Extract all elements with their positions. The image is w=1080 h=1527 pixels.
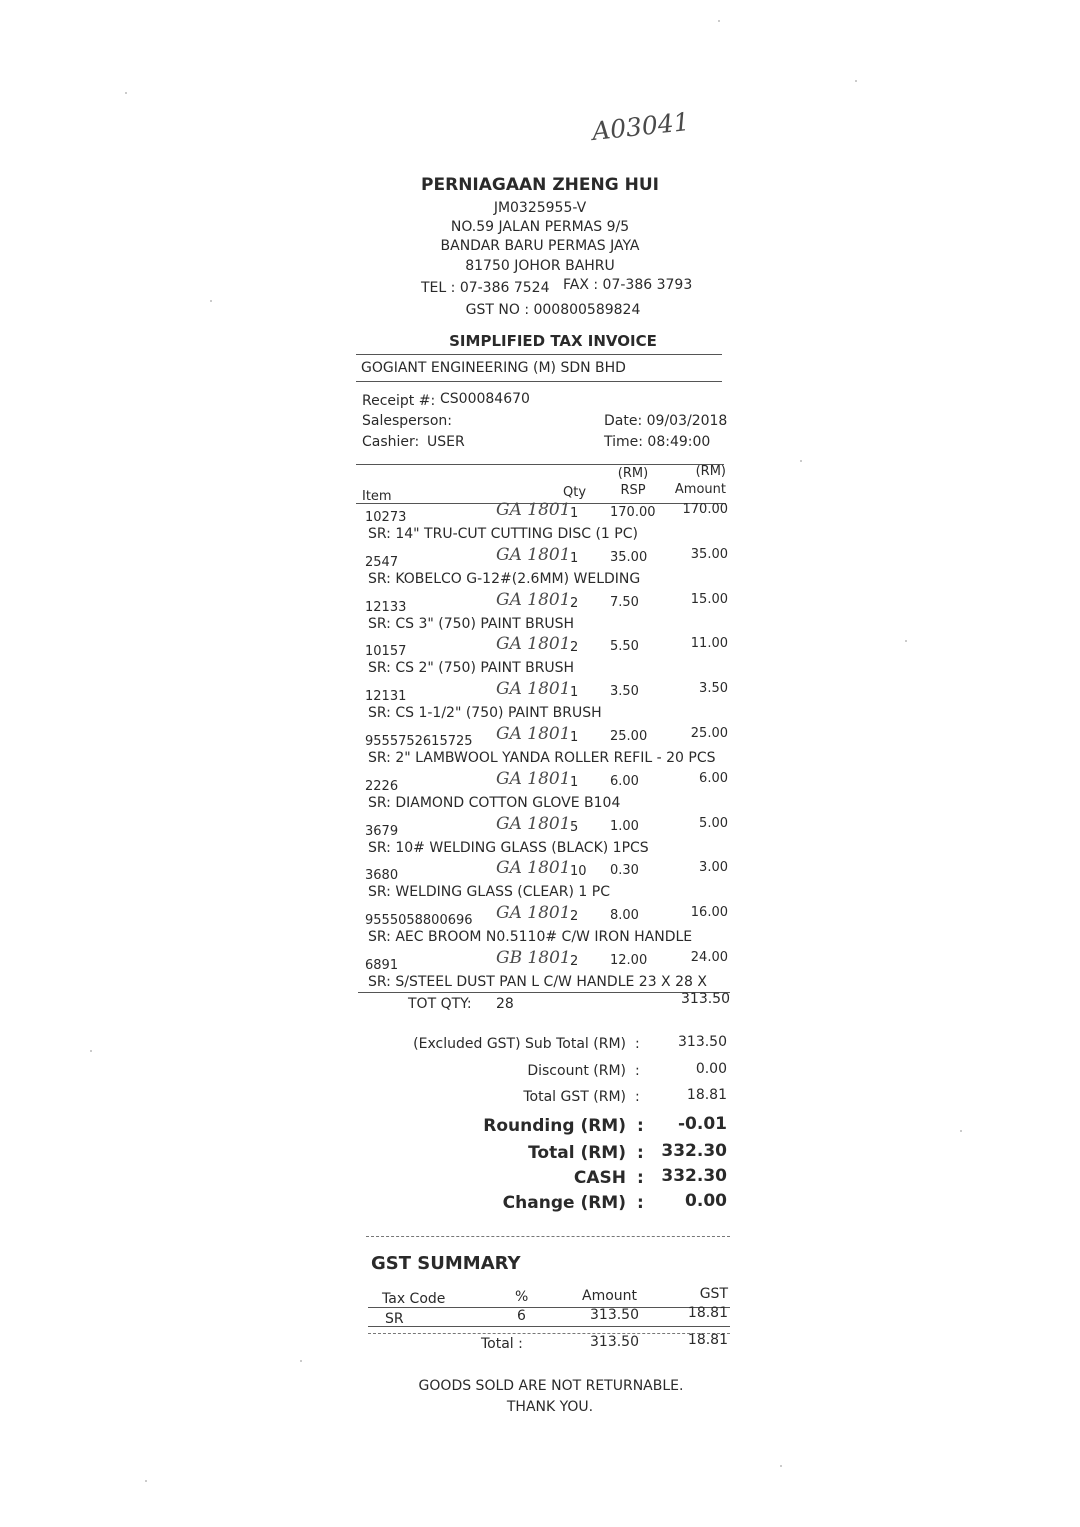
item-rsp: 7.50 xyxy=(610,595,639,610)
column-header-item: Item xyxy=(362,489,392,504)
item-qty: 2 xyxy=(570,640,579,655)
footer-return-policy: GOODS SOLD ARE NOT RETURNABLE. xyxy=(418,1378,684,1394)
gst-row-percent: 6 xyxy=(517,1308,526,1324)
item-code: 10273 xyxy=(365,510,407,525)
gst-header-tax-code: Tax Code xyxy=(382,1291,446,1307)
item-amount: 11.00 xyxy=(690,636,728,651)
divider xyxy=(356,464,724,465)
totals-separator: : xyxy=(637,1168,644,1188)
scan-speck xyxy=(145,1480,147,1482)
gst-header-percent: % xyxy=(515,1289,529,1305)
column-header-rsp-unit: (RM) xyxy=(617,466,649,481)
item-amount: 24.00 xyxy=(690,950,728,965)
receipt-number: CS00084670 xyxy=(440,391,530,407)
totals-separator: : xyxy=(637,1143,644,1163)
scan-speck xyxy=(718,20,720,22)
total-amount: 313.50 xyxy=(681,991,730,1007)
item-handwritten-tag: GB 1801 xyxy=(496,948,571,968)
item-handwritten-tag: GA 1801 xyxy=(496,769,571,789)
item-description: SR: DIAMOND COTTON GLOVE B104 xyxy=(368,795,621,811)
store-fax: FAX : 07-386 3793 xyxy=(563,277,693,293)
cashier-name: USER xyxy=(427,434,465,450)
item-qty: 2 xyxy=(570,909,579,924)
divider xyxy=(358,992,730,993)
column-header-rsp: RSP xyxy=(620,483,646,498)
item-code: 2226 xyxy=(365,779,399,794)
totals-separator: : xyxy=(635,1089,640,1105)
divider xyxy=(368,1307,730,1308)
item-qty: 2 xyxy=(570,954,579,969)
item-description: SR: CS 2" (750) PAINT BRUSH xyxy=(368,660,575,676)
gst-total-gst: 18.81 xyxy=(687,1332,728,1348)
item-rsp: 0.30 xyxy=(610,863,639,878)
item-rsp: 5.50 xyxy=(610,639,639,654)
totals-label: Change (RM) xyxy=(502,1193,626,1213)
column-header-amount: Amount xyxy=(674,482,726,497)
item-qty: 2 xyxy=(570,596,579,611)
total-qty: 28 xyxy=(496,996,514,1012)
total-qty-label: TOT QTY: xyxy=(408,996,472,1012)
gst-header-gst: GST xyxy=(699,1286,728,1302)
item-qty: 10 xyxy=(570,864,587,879)
scan-speck xyxy=(780,1465,782,1467)
receipt-date: Date: 09/03/2018 xyxy=(604,413,728,429)
divider xyxy=(368,1333,730,1334)
store-tel: TEL : 07-386 7524 xyxy=(421,280,550,296)
item-description: SR: CS 3" (750) PAINT BRUSH xyxy=(368,616,575,632)
scan-speck xyxy=(90,1050,92,1052)
item-amount: 5.00 xyxy=(699,816,728,831)
item-handwritten-tag: GA 1801 xyxy=(496,724,571,744)
receipt-time: Time: 08:49:00 xyxy=(604,434,711,450)
customer-name: GOGIANT ENGINEERING (M) SDN BHD xyxy=(361,360,626,376)
store-address-line2: BANDAR BARU PERMAS JAYA xyxy=(440,238,640,254)
item-amount: 6.00 xyxy=(699,771,728,786)
item-code: 6891 xyxy=(365,958,399,973)
item-code: 2547 xyxy=(365,555,399,570)
totals-value: -0.01 xyxy=(678,1114,727,1134)
scan-speck xyxy=(300,1360,302,1362)
item-amount: 3.50 xyxy=(699,681,728,696)
item-handwritten-tag: GA 1801 xyxy=(496,545,571,565)
footer-thank-you: THANK YOU. xyxy=(506,1399,594,1415)
handwritten-ref-number: A03041 xyxy=(590,106,691,147)
cashier-label: Cashier: xyxy=(362,434,420,450)
item-code: 9555752615725 xyxy=(365,734,473,749)
item-code: 3679 xyxy=(365,824,399,839)
totals-separator: : xyxy=(635,1063,640,1079)
divider xyxy=(356,354,722,355)
item-handwritten-tag: GA 1801 xyxy=(496,500,571,520)
salesperson-label: Salesperson: xyxy=(362,413,452,429)
gst-row-tax-code: SR xyxy=(385,1311,404,1327)
totals-label: Discount (RM) xyxy=(527,1063,626,1079)
store-gst-no: GST NO : 000800589824 xyxy=(465,302,641,318)
totals-label: CASH xyxy=(573,1168,626,1188)
item-code: 3680 xyxy=(365,868,399,883)
item-code: 10157 xyxy=(365,644,407,659)
gst-summary-title: GST SUMMARY xyxy=(371,1253,521,1274)
item-handwritten-tag: GA 1801 xyxy=(496,858,571,878)
divider xyxy=(366,1236,730,1237)
totals-value: 0.00 xyxy=(695,1061,727,1077)
item-handwritten-tag: GA 1801 xyxy=(496,679,571,699)
item-amount: 170.00 xyxy=(682,502,728,517)
item-description: SR: S/STEEL DUST PAN L C/W HANDLE 23 X 28 X xyxy=(368,974,707,990)
divider xyxy=(356,381,722,382)
item-rsp: 35.00 xyxy=(610,550,648,565)
item-code: 12131 xyxy=(365,689,407,704)
item-description: SR: WELDING GLASS (CLEAR) 1 PC xyxy=(368,884,610,900)
item-amount: 16.00 xyxy=(690,905,728,920)
item-description: SR: 14" TRU-CUT CUTTING DISC (1 PC) xyxy=(368,526,638,542)
scan-speck xyxy=(855,80,857,82)
scan-speck xyxy=(800,460,802,462)
totals-label: Total (RM) xyxy=(528,1143,626,1163)
column-header-qty: Qty xyxy=(563,485,587,500)
item-rsp: 8.00 xyxy=(610,908,639,923)
item-rsp: 12.00 xyxy=(610,953,648,968)
item-qty: 1 xyxy=(570,685,579,700)
column-header-amount-unit: (RM) xyxy=(695,464,726,479)
item-description: SR: AEC BROOM N0.5110# C/W IRON HANDLE xyxy=(368,929,693,945)
item-handwritten-tag: GA 1801 xyxy=(496,590,571,610)
totals-value: 18.81 xyxy=(686,1087,727,1103)
store-address-line3: 81750 JOHOR BAHRU xyxy=(465,258,615,274)
divider xyxy=(368,1326,730,1327)
totals-label: Rounding (RM) xyxy=(483,1116,626,1136)
item-description: SR: KOBELCO G-12#(2.6MM) WELDING xyxy=(368,571,641,587)
gst-total-amount: 313.50 xyxy=(590,1334,639,1350)
item-rsp: 1.00 xyxy=(610,819,639,834)
item-description: SR: 10# WELDING GLASS (BLACK) 1PCS xyxy=(368,840,649,856)
item-code: 9555058800696 xyxy=(365,913,473,928)
item-amount: 35.00 xyxy=(690,547,728,562)
gst-row-gst: 18.81 xyxy=(687,1305,728,1321)
item-amount: 3.00 xyxy=(699,860,728,875)
receipt-number-label: Receipt #: xyxy=(362,393,436,409)
scan-speck xyxy=(125,92,127,94)
item-rsp: 25.00 xyxy=(610,729,648,744)
totals-value: 332.30 xyxy=(661,1141,727,1161)
gst-header-amount: Amount xyxy=(582,1288,638,1304)
item-qty: 5 xyxy=(570,820,579,835)
item-qty: 1 xyxy=(570,730,579,745)
item-description: SR: CS 1-1/2" (750) PAINT BRUSH xyxy=(368,705,602,721)
item-code: 12133 xyxy=(365,600,407,615)
store-address-line1: NO.59 JALAN PERMAS 9/5 xyxy=(450,219,630,235)
totals-separator: : xyxy=(637,1116,644,1136)
item-rsp: 3.50 xyxy=(610,684,639,699)
item-handwritten-tag: GA 1801 xyxy=(496,903,571,923)
item-qty: 1 xyxy=(570,551,579,566)
item-amount: 15.00 xyxy=(690,592,728,607)
totals-separator: : xyxy=(637,1193,644,1213)
scan-speck xyxy=(905,640,907,642)
item-handwritten-tag: GA 1801 xyxy=(496,634,571,654)
gst-total-label: Total : xyxy=(481,1336,523,1352)
item-rsp: 170.00 xyxy=(610,505,656,520)
store-name: PERNIAGAAN ZHENG HUI xyxy=(421,175,659,195)
scan-speck xyxy=(210,300,212,302)
item-handwritten-tag: GA 1801 xyxy=(496,814,571,834)
totals-label: (Excluded GST) Sub Total (RM) xyxy=(413,1036,626,1052)
scan-speck xyxy=(960,1130,962,1132)
totals-value: 313.50 xyxy=(678,1034,727,1050)
totals-value: 0.00 xyxy=(685,1191,727,1211)
gst-row-amount: 313.50 xyxy=(590,1307,639,1323)
totals-label: Total GST (RM) xyxy=(523,1089,626,1105)
item-rsp: 6.00 xyxy=(610,774,639,789)
totals-separator: : xyxy=(635,1036,640,1052)
item-description: SR: 2" LAMBWOOL YANDA ROLLER REFIL - 20 PCS xyxy=(368,750,716,766)
item-qty: 1 xyxy=(570,506,579,521)
item-amount: 25.00 xyxy=(690,726,728,741)
totals-value: 332.30 xyxy=(661,1166,727,1186)
item-qty: 1 xyxy=(570,775,579,790)
store-reg-no: JM0325955-V xyxy=(493,200,587,216)
doc-title: SIMPLIFIED TAX INVOICE xyxy=(449,332,657,350)
